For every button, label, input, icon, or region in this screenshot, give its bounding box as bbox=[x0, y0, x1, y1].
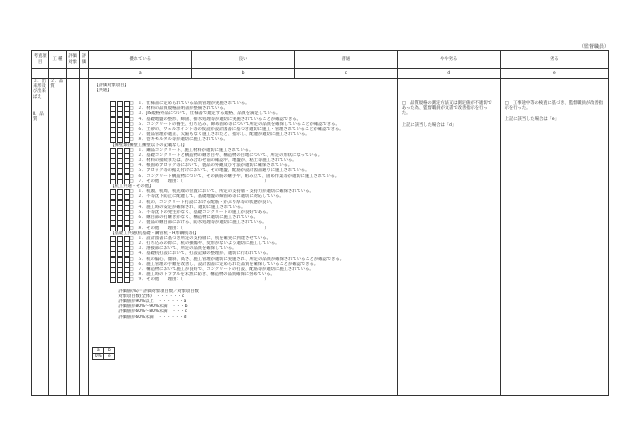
mini-cell: a bbox=[93, 348, 104, 354]
check-text: □ ３．JIS規格外品について、仕様書で規定する規格、品質を満足している。 bbox=[129, 111, 281, 117]
grade-d-foot: 上記に該当した場合は「d」 bbox=[401, 122, 457, 128]
evaluation-table bbox=[31, 50, 609, 396]
check-text: □ ２．材料の品質規格証明書が整備されている。 bbox=[129, 106, 228, 112]
check-text: □ ７．その他 理由：（ ） bbox=[129, 178, 269, 184]
grade-d-note: □ 品質規格の測定方法又は測定値が不適切であった為、監督職員が文書で改善指示を行った。 bbox=[401, 101, 492, 117]
header-grade-b: 良い bbox=[192, 51, 295, 69]
header-grade-a: 優れている bbox=[89, 51, 192, 69]
checkbox[interactable] bbox=[117, 277, 123, 282]
check-text: □ ８．その他 理由：（ ） bbox=[129, 225, 269, 231]
header-grade-d: やや劣る bbox=[397, 51, 500, 69]
check-text: □ ６．継目部の打継ぎがなく、構造物に適切に施工されている。 bbox=[129, 215, 258, 221]
mini-table bbox=[92, 347, 115, 360]
grade-e-foot: 上記に該当した場合は「e」 bbox=[504, 117, 559, 123]
check-text: □ ５．コンクリートの養生、打ち込み、締め固め等について所定の品質を確保していることが確認できる。 bbox=[129, 121, 340, 127]
check-text: □ ３．材料の接続または、かみ合わせ前の確認や、地盤が、粘土等施工されている。 bbox=[129, 158, 297, 164]
check-text: □ ５．不等沈下の発生がなく、基礎コンクリートの施工が良好である。 bbox=[129, 209, 271, 215]
check-text: □ １．杭頭、杭周、杭先端の位置において、所定の支持層・支持力が適切に確保されている。 bbox=[129, 189, 314, 195]
page-note: （監督職員） bbox=[578, 44, 609, 50]
mini-cell: e bbox=[104, 354, 115, 360]
check-text: □ ６．施工管理の手順を改善し、設計図書に定められた品質を確保していることが確認できる。 bbox=[129, 261, 319, 267]
header-col1: 考査項目 bbox=[32, 51, 49, 69]
category-label: 【共通】 bbox=[94, 88, 112, 94]
letter-b: b bbox=[192, 69, 295, 79]
letter-c: c bbox=[295, 69, 398, 79]
check-text: □ １．設計図書に基づき所定の支持層に、杭を確実に到達させている。 bbox=[129, 235, 271, 241]
check-text: 評価値が80%～90%未満 ・・・b bbox=[118, 304, 188, 310]
checkbox-pair[interactable] bbox=[110, 277, 129, 282]
check-text: □ ４．施工時の安定が確保され、適切に施工されている。 bbox=[129, 204, 246, 210]
header-grade-c: 普通 bbox=[295, 51, 398, 69]
rowlabel-c2: ２．品質 bbox=[49, 79, 66, 396]
check-header: 【評価対象項目】 bbox=[94, 83, 129, 88]
check-text: □ ２．打ち込みの際に、杭の損傷や、変形がないよう適切に施工している。 bbox=[129, 241, 280, 247]
check-text: □ １．仕様書に定められている品質管理が実施されている。 bbox=[129, 101, 250, 106]
header-col3: 評価対象 bbox=[66, 51, 79, 69]
check-text: 評価値が90%以上 ・・・・・・a bbox=[118, 298, 187, 304]
letter-d: d bbox=[397, 69, 500, 79]
check-text: 評価値が60%～80%未満 ・・・c bbox=[118, 309, 188, 315]
check-text: □ ４．根固めブロック等において、製品の外観及び寸法が適切に確保されている。 bbox=[129, 163, 293, 169]
check-text: 【基礎工共通(杭基礎・鋼管杭・H形鋼杭等)】 bbox=[110, 230, 199, 236]
rowlabel-c4 bbox=[79, 79, 89, 396]
check-text: □ ７．構造物において施工が良好で、コンクリートの打設、配筋等が適切に施工されている。 bbox=[129, 267, 314, 272]
grade-e-note: □ 工事途中等の検査に基づき、監督職員が改善指示を行った。 bbox=[504, 101, 604, 112]
check-text: □ ９．その他 理由：（ ） bbox=[129, 277, 269, 283]
check-text: □ ８．巻キモルタル等が適切に施工されている。 bbox=[129, 137, 228, 143]
grade-e-cell bbox=[500, 79, 608, 396]
grade-d-cell bbox=[397, 79, 500, 396]
header-grade-e: 劣る bbox=[500, 51, 608, 69]
check-text: 評価値(%)＝評価対象項目数／対象項目数 bbox=[118, 288, 199, 294]
check-text: 【擁壁類(擁壁工擁壁以下の記載なし)】 bbox=[110, 142, 187, 148]
check-text: □ ４．基礎地盤の整形、締固、排水処理等が適切に実施されていることが確認できる。 bbox=[129, 116, 301, 122]
check-text: □ ４．基礎杭打設において、打設記録の整理が、適切に行われている。 bbox=[129, 251, 271, 257]
check-text: □ １．鋼品コンクリート、施工材料が適切に施工されている。 bbox=[129, 147, 254, 153]
check-text: □ ８．施工時のトラブルを未然に防ぎ、構造物の品質確保に努めている。 bbox=[129, 272, 275, 278]
checklist-cell bbox=[89, 79, 397, 396]
checkbox[interactable] bbox=[110, 277, 116, 282]
header-col2: 工 種 bbox=[49, 51, 66, 69]
check-text: 評価値が60%未満 ・・・・・・d bbox=[118, 314, 187, 320]
check-text: □ ５．ブロック等の据え付けにおいて、その地盤、配筋が設計図書通りに施工されている。 bbox=[129, 168, 310, 174]
check-text: □ ６．コンクリート構造物について、その鉄筋の継手や、組み立て、固め作業等が適切に施工されている。 bbox=[129, 173, 340, 179]
mini-cell: b bbox=[104, 348, 115, 354]
check-text: □ ６．土砂の、ウェルポイント等の仮設が設計図書に基づき適切に施工・管理されていることが確認できる。 bbox=[129, 126, 344, 132]
header-col4: 評価 bbox=[79, 51, 89, 69]
check-text: □ ２．不等沈下防止に配慮して、基礎地盤の締固め等に適切に対応している。 bbox=[129, 194, 284, 200]
check-text: □ ７．製品管理が適正、欠陥もなく施工されたと、指示し、配慮が適切に施工されている。 bbox=[129, 132, 310, 138]
mini-cell: 0% bbox=[93, 354, 104, 360]
rowlabel-c3 bbox=[66, 79, 79, 396]
check-text: □ ７．製品の継目部における、防水処理等が適切に施工されている。 bbox=[129, 220, 267, 226]
check-text: 対象項目数(全体) ・・・・・・c bbox=[118, 293, 185, 299]
letter-a: a bbox=[89, 69, 192, 79]
letter-e: e bbox=[500, 69, 608, 79]
check-text: □ ５．杭の偏心、傾斜、高さ、施工管理が適切に実施され、所定の品質が確保されていることが確認できる。 bbox=[129, 256, 345, 262]
checklist bbox=[94, 101, 393, 360]
stat-line bbox=[110, 315, 393, 320]
check-text: □ ２．基礎コンクリートと構造物の継ぎ目や、構造物の目地について、所定の形状になっている。 bbox=[129, 152, 323, 158]
check-text: □ ３．杭の、コンクリート打設における配筋・かぶり厚等の状態が良い。 bbox=[129, 199, 275, 205]
check-text: □ ３．溶接部において、所定の品質を確保している。 bbox=[129, 246, 237, 252]
check-text: 【杭工共通・その他】 bbox=[110, 184, 154, 189]
rowlabel-c1: ３．出来形及び出来ばえ Ⅱ．品質 bbox=[32, 79, 49, 396]
